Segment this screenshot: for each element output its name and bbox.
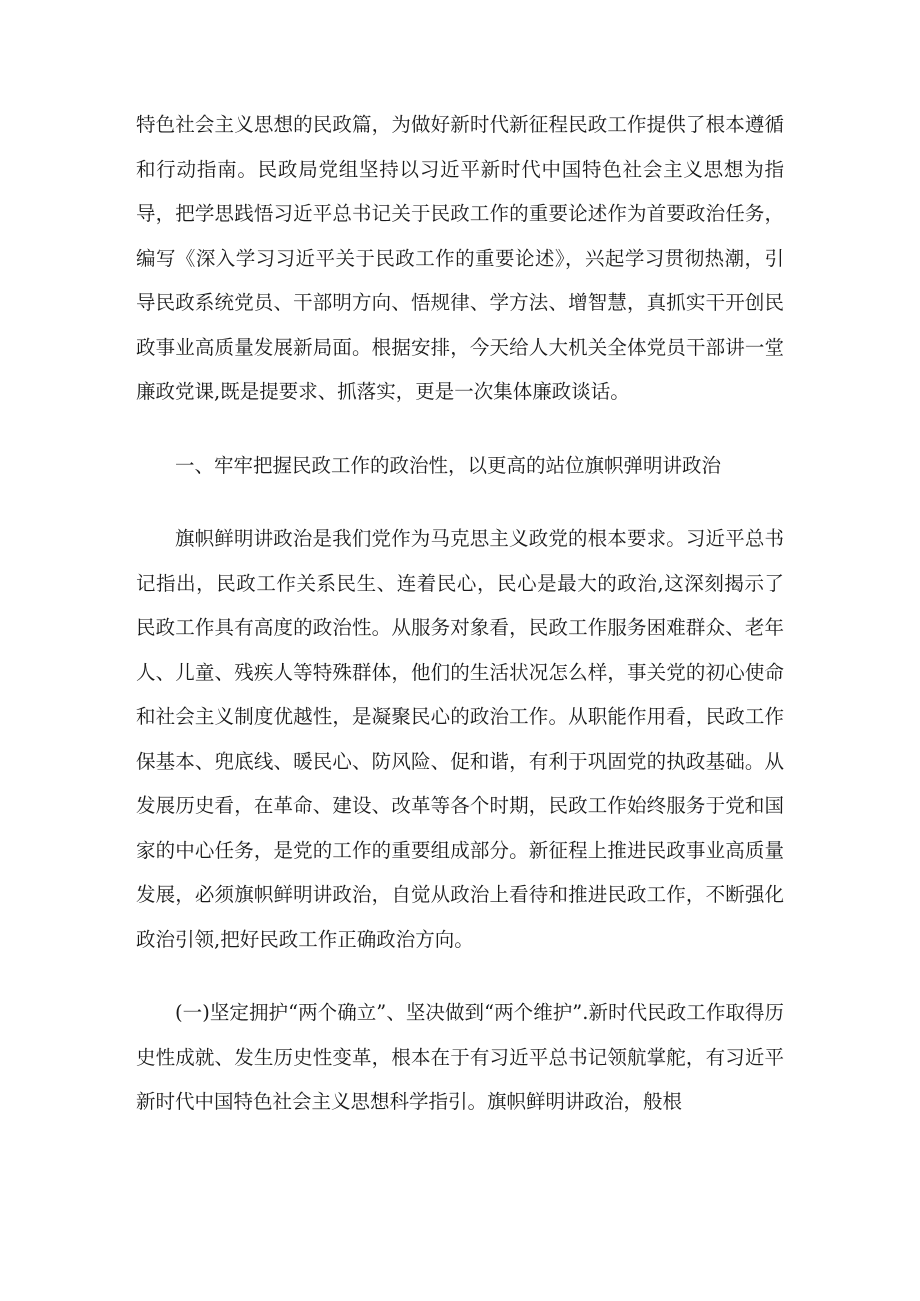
section-heading: 一、牢牢把握民政工作的政治性，以更高的站位旗帜弹明讲政治 — [175, 453, 722, 477]
paragraph-intro: 特色社会主义思想的民政篇，为做好新时代新征程民政工作提供了根本遵循和行动指南。民政局党组坚持以习近平新时代中国特色社会主义思想为指导，把学思践悟习近平总书记关于民政工作的重要论述作为首要政治任务，编写《深入学习习近平关于民政工作的重要论述》，兴起学习贯彻热潮，引导民政系统党员、干部明方向、悟规律、学方法、增智慧，真抓实干开创民政事业高质量发展新局面。根据安排，今天给人大机关全体党员干部讲一堂廉政党课,既是提要求、抓落实，更是一次集体廉政谈话。 — [136, 113, 784, 403]
document-page — [136, 103, 784, 1125]
paragraph-gap — [136, 415, 784, 444]
subsection-paragraph: (一)坚定拥护“两个确立”、坚决做到“两个维护”.新时代民政工作取得历史性成就、发生历史性变革，根本在于有习近平总书记领航掌舵，有习近平新时代中国特色社会主义思想科学指引。旗帜鲜明讲政治，般根 — [136, 1001, 784, 1113]
paragraph-gap — [136, 962, 784, 991]
paragraph-body: 旗帜鲜明讲政治是我们党作为马克思主义政党的根本要求。习近平总书记指出，民政工作关系民生、连着民心，民心是最大的政治,这深刻揭示了民政工作具有高度的政治性。从服务对象看，民政工作服务困难群众、老年人、儿童、残疾人等特殊群体，他们的生活状况怎么样，事关党的初心使命和社会主义制度优越性，是凝聚民心的政治工作。从职能作用看，民政工作保基本、兜底线、暖民心、防风险、促和谐，有利于巩固党的执政基础。从发展历史看，在革命、建设、改革等各个时期，民政工作始终服务于党和国家的中心任务，是党的工作的重要组成部分。新征程上推进民政事业高质量发展，必须旗帜鲜明讲政治，自觉从政治上看待和推进民政工作，不断强化政治引领,把好民政工作正确政治方向。 — [136, 527, 784, 951]
paragraph-gap — [136, 488, 784, 517]
